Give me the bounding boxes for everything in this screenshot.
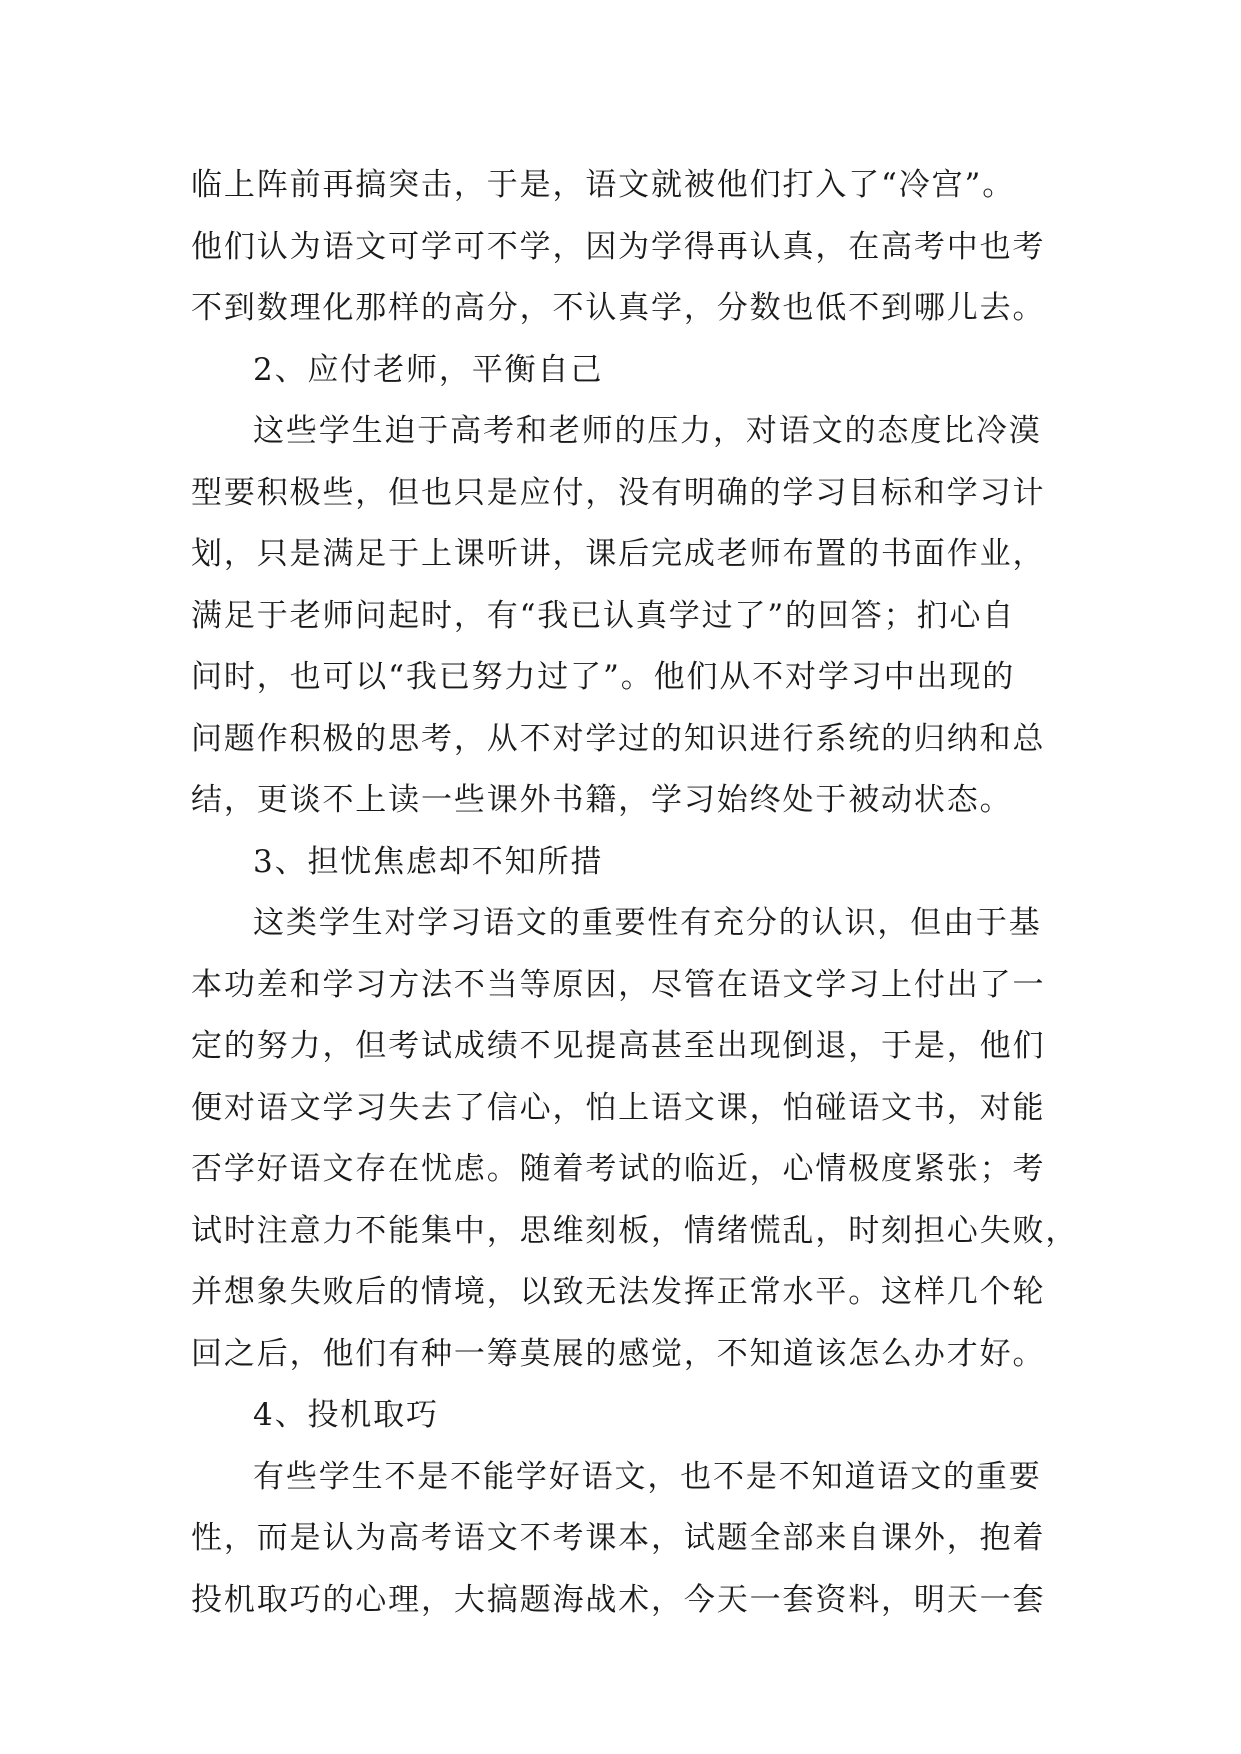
- text-line: 回之后，他们有种一筹莫展的感觉，不知道该怎么办才好。: [191, 1335, 1046, 1372]
- paragraph-start-line: 有些学生不是不能学好语文，也不是不知道语文的重要: [253, 1458, 1042, 1495]
- text-line: 性，而是认为高考语文不考课本，试题全部来自课外，抱着: [191, 1520, 1046, 1556]
- text-line: 本功差和学习方法不当等原因，尽管在语文学习上付出了一: [191, 966, 1046, 1003]
- text-line: 投机取巧的心理，大搞题海战术，今天一套资料，明天一套: [191, 1581, 1046, 1618]
- text-line: 并想象失败后的情境，以致无法发挥正常水平。这样几个轮: [191, 1274, 1046, 1310]
- text-line: 划，只是满足于上课听讲，课后完成老师布置的书面作业，: [191, 536, 1046, 572]
- text-line: 试时注意力不能集中，思维刻板，情绪慌乱，时刻担心失败，: [191, 1212, 1079, 1249]
- document-body: [191, 155, 1079, 1631]
- text-line: 临上阵前再搞突击，于是，语文就被他们打入了“冷宫”。: [191, 167, 1016, 203]
- paragraph-start-line: 这类学生对学习语文的重要性有充分的认识，但由于基: [253, 905, 1042, 941]
- text-line: 结，更谈不上读一些课外书籍，学习始终处于被动状态。: [191, 782, 1013, 818]
- text-line: 问时，也可以“我已努力过了”。他们从不对学习中出现的: [191, 659, 1016, 695]
- text-line: 型要积极些，但也只是应付，没有明确的学习目标和学习计: [191, 474, 1046, 511]
- text-line: 否学好语文存在忧虑。随着考试的临近，心情极度紧张；考: [191, 1151, 1046, 1187]
- text-line: 他们认为语文可学可不学，因为学得再认真，在高考中也考: [191, 228, 1046, 265]
- paragraph-start-line: 2、应付老师，平衡自己: [253, 351, 604, 388]
- text-line: 定的努力，但考试成绩不见提高甚至出现倒退，于是，他们: [191, 1028, 1046, 1064]
- paragraph-start-line: 这些学生迫于高考和老师的压力，对语文的态度比冷漠: [253, 413, 1042, 449]
- text-line: 不到数理化那样的高分，不认真学，分数也低不到哪儿去。: [191, 290, 1046, 326]
- text-line: 便对语文学习失去了信心，怕上语文课，怕碰语文书，对能: [191, 1089, 1046, 1126]
- paragraph-start-line: 4、投机取巧: [253, 1397, 439, 1433]
- text-line: 满足于老师问起时，有“我已认真学过了”的回答；扪心自: [191, 597, 1016, 634]
- text-line: 问题作积极的思考，从不对学过的知识进行系统的归纳和总: [191, 720, 1046, 757]
- paragraph-start-line: 3、担忧焦虑却不知所措: [253, 843, 604, 880]
